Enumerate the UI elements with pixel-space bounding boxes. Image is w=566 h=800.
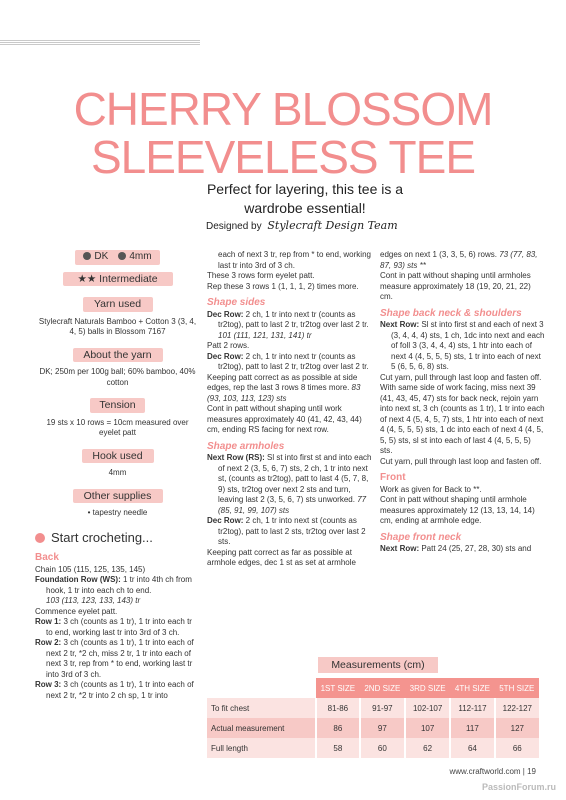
table-header: 4TH SIZE	[450, 678, 494, 698]
measurements-table	[207, 678, 539, 758]
patt-note: These 3 rows form eyelet patt.	[207, 271, 315, 280]
cut-yarn-2: Cut yarn, pull through last loop and fasten off.	[380, 456, 542, 466]
designer-credit	[206, 219, 398, 232]
patt-2-rows: Patt 2 rows.	[207, 341, 250, 350]
other-supplies-heading: Other supplies	[73, 489, 163, 504]
same-side: With same side of work facing, miss next 39 (41, 43, 45, 47) sts for back neck, rejoin yarn into next st, 3 ch (counts as 1 tr), 1 tr into each of next 4 (5, 4, 5, 7) sts, 1 htr into each of next 4 (4, 5, 5, 5) sts, 1 dc into each of next 4 (4, 5, 5, 5) sts, sl st into each of last 4 (4, 5, 5, 5) sts.	[380, 383, 545, 455]
title-line-1: CHERRY BLOSSOM	[73, 83, 493, 135]
shape-sides-heading: Shape sides	[207, 297, 266, 308]
hook-used-text: 4mm	[108, 468, 127, 477]
subtitle: Perfect for layering, this tee is a wardrobe essential!	[206, 181, 404, 216]
hook-icon	[118, 252, 126, 260]
back-chain: Chain 105 (115, 125, 135, 145)	[35, 564, 146, 574]
measurements-title: Measurements (cm)	[318, 657, 438, 673]
yarn-used-heading: Yarn used	[83, 297, 153, 312]
about-yarn-text: DK; 250m per 100g ball; 60% bamboo, 40% cotton	[39, 367, 196, 387]
table-header: 1ST SIZE	[316, 678, 360, 698]
keep-patt-2: Keeping patt correct as far as possible at armhole edges, dec 1 st as set at armhole	[207, 547, 356, 567]
next-row-rs: Next Row (RS): Sl st into first st and into each of next 2 (3, 5, 6, 7) sts, 2 ch, 1 tr into next st, (counts as tr2tog), patt to last 4 (5, 7, 8, 9) sts, tr2tog over next 2 sts and turn, leaving last 2 (3, 5, 6, 7) sts unworked. 77 (85, 91, 99, 107) sts	[207, 453, 372, 515]
dec-row-2: Dec Row: 2 ch, 1 tr into next tr (counts as tr2tog), patt to last 2 tr, tr2tog over last 2 tr.	[207, 351, 369, 371]
shape-armholes-heading: Shape armholes	[207, 440, 285, 452]
cut-yarn-1: Cut yarn, pull through last loop and fasten off.	[380, 372, 542, 382]
about-yarn-heading: About the yarn	[73, 348, 163, 363]
cont-armholes: Cont in patt without shaping until armholes measure approximately 18 (19, 20, 21, 22) cm.	[380, 271, 531, 301]
designed-by-label: Designed by	[206, 221, 262, 232]
tension-text: 19 sts x 10 rows = 10cm measured over eyelet patt	[46, 417, 189, 437]
spec-hook: 4mm	[129, 251, 152, 262]
dec-row-1: Dec Row: 2 ch, 1 tr into next tr (counts as tr2tog), patt to last 2 tr, tr2tog over last 2 tr. 101 (111, 121, 131, 141) tr	[207, 309, 369, 340]
hook-used-heading: Hook used	[82, 449, 154, 464]
front-text: Work as given for Back to **.	[380, 484, 482, 494]
shape-back-heading: Shape back neck & shoulders	[380, 307, 522, 319]
header-rule	[0, 40, 200, 46]
dec-row-3: Dec Row: 2 ch, 1 tr into next st (counts as tr2tog), patt to last 2 sts, tr2tog over last 2 sts.	[207, 516, 366, 546]
level-pill: ★★ Intermediate	[63, 272, 173, 287]
tension-heading: Tension	[90, 398, 145, 413]
designer-name: Stylecraft Design Team	[267, 219, 398, 232]
start-text: Start crocheting...	[51, 529, 153, 545]
back-row1: Row 1: 3 ch (counts as 1 tr), 1 tr into each tr to end, working last tr into 3rd of 3 ch.	[35, 617, 192, 637]
page-footer: www.craftworld.com | 19	[449, 767, 536, 776]
shape-front-heading: Shape front neck	[380, 531, 462, 543]
back-commence: Commence eyelet patt.	[35, 606, 118, 616]
table-header: 3RD SIZE	[405, 678, 450, 698]
front-text-2: Cont in patt without shaping until armhole measures approximately 12 (13, 13, 14, 14) cm, ending at armhole edge.	[380, 495, 535, 525]
bullet-icon	[35, 533, 45, 543]
front-heading: Front	[380, 472, 406, 483]
right-column	[380, 250, 545, 555]
keep-patt: Keeping patt correct as as possible at side edges, rep the last 3 rows 8 times more. 83 (93, 103, 113, 123) sts	[207, 372, 361, 403]
row3-continued: each of next 3 tr, rep from * to end, working last tr into 3rd of 3 ch.	[218, 250, 371, 270]
left-column	[35, 250, 200, 701]
back-row3: Row 3: 3 ch (counts as 1 tr), 1 tr into each of next 2 tr, *2 tr into 2 ch sp, 1 tr into	[35, 680, 194, 700]
spec-pill	[75, 250, 160, 265]
spec-weight: DK	[94, 251, 109, 262]
middle-column	[207, 250, 372, 569]
yarn-ball-icon	[83, 252, 91, 260]
back-row2: Row 2: 3 ch (counts as 1 tr), 1 tr into each of next 2 tr, *2 ch, miss 2 tr, 1 tr into each of next 3 tr, rep from * to end, working last tr into 3rd of 3 ch.	[35, 638, 194, 679]
front-next-row: Next Row: Patt 24 (25, 27, 28, 30) sts and	[380, 544, 532, 553]
other-supplies-text: • tapestry needle	[87, 508, 148, 517]
repeat-note: Rep these 3 rows 1 (1, 1, 1, 2) times more.	[207, 281, 359, 291]
back-heading: Back	[35, 552, 59, 563]
yarn-used-text: Stylecraft Naturals Bamboo + Cotton 3 (3, 4, 4, 5) balls in Blossom 7167	[38, 316, 197, 336]
table-header-row	[207, 678, 539, 698]
table-row: Actual measurement 86 97 107 117 127	[207, 718, 539, 738]
table-header: 2ND SIZE	[360, 678, 405, 698]
back-neck-next-row: Next Row: Sl st into first st and each of next 3 (3, 4, 4, 4) sts, 1 ch, 1dc into next and each of foll 3 (3, 4, 4, 4) sts, 1 htr into each of next 4 (4, 5, 5, 5) sts, 1 tr into each of next 5 (6, 5, 6, 8) sts.	[380, 320, 545, 371]
edges-continued: edges on next 1 (3, 3, 5, 6) rows. 73 (77, 83, 87, 93) sts **	[380, 250, 538, 270]
table-row: Full length 58 60 62 64 66	[207, 738, 539, 758]
title-line-2: SLEEVELESS TEE	[90, 131, 476, 183]
table-row: To fit chest 81-86 91-97 102-107 112-117 122-127	[207, 698, 539, 718]
start-heading	[35, 529, 200, 545]
table-header: 5TH SIZE	[495, 678, 539, 698]
cont-shaping: Cont in patt without shaping until work measures approximately 40 (41, 42, 43, 44) cm, ending RS facing for next row.	[207, 404, 362, 434]
watermark: PassionForum.ru	[481, 782, 556, 792]
back-foundation: Foundation Row (WS): 1 tr into 4th ch from hook, 1 tr into each ch to end. 103 (113, 123, 133, 143) tr	[35, 575, 192, 605]
